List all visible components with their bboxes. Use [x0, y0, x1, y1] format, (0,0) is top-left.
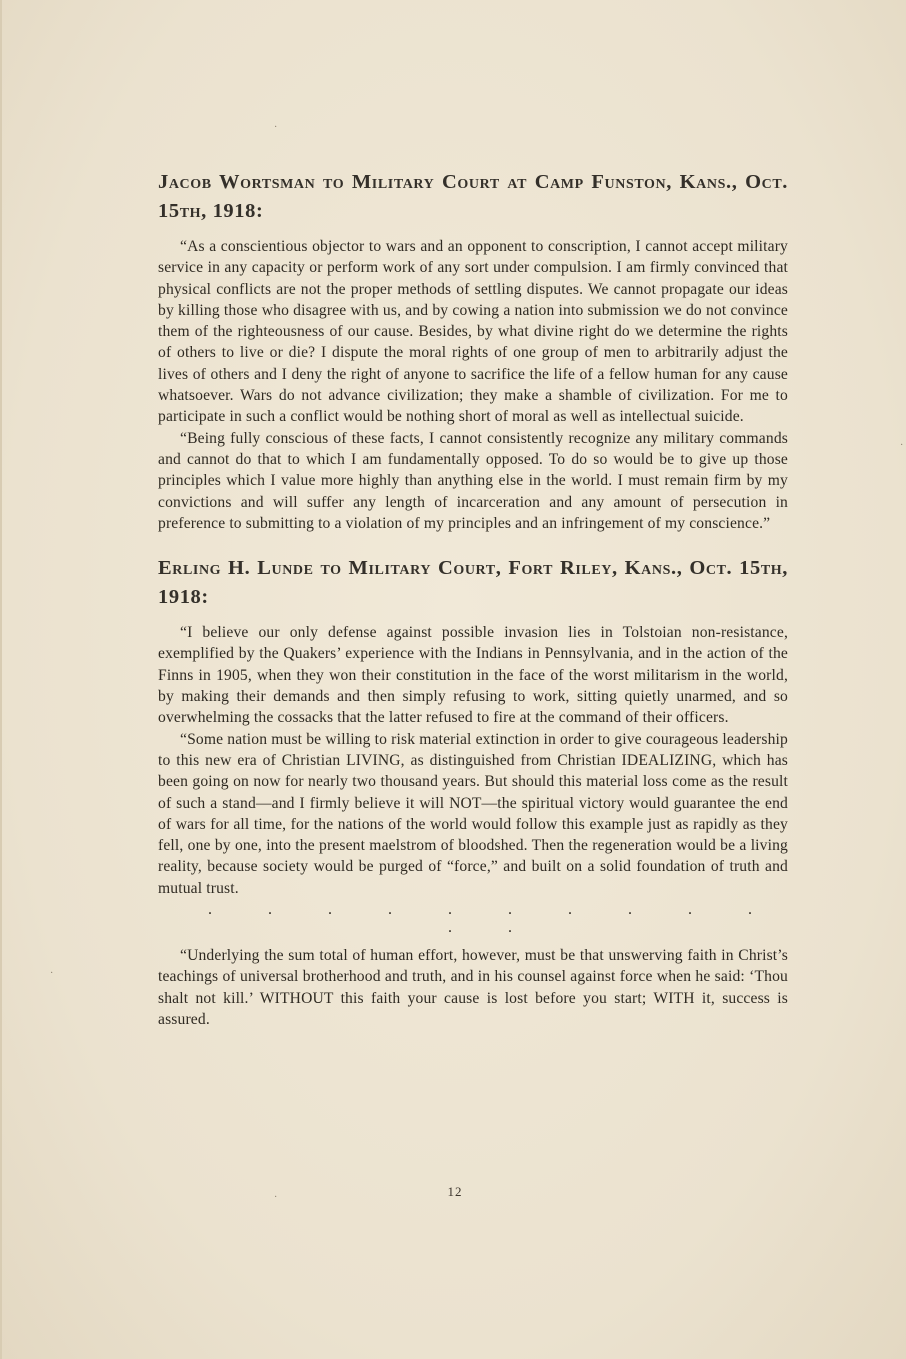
paragraph: “Some nation must be willing to risk material extinction in order to give courageous leadership to this new era of Christian LIVING, as distinguished from Christian IDEALIZING, which has been going on now for nearly two thousand years. But should this material loss come as the result of such a stand—and I firmly believe it will NOT—the spiritual victory would guarantee the end of wars for all time, for the nations of the world would follow this example just as rapidly as they fell, one by one, into the present maelstrom of bloodshed. Then the regeneration would be a living reality, because society would be purged of “force,” and built on a solid foundation of truth and mutual trust.	[158, 730, 788, 897]
paper-speck: ·	[50, 968, 54, 979]
paragraph: “As a conscientious objector to wars and an opponent to conscription, I cannot accept military service in any capacity or perform work of any sort under compulsion. I am firmly convinced that physical conflicts are not the proper methods of settling disputes. We cannot propagate our ideas by killing those who disagree with us, and by cowing a nation into submission we do not convince them of the righteousness of our cause. Besides, by what divine right do we determine the rights of others to live or die? I dispute the moral rights of one group of men to arbitrarily adjust the lives of others and I deny the right of anyone to sacrifice the life of a fellow human for any cause whatsoever. Wars do not advance civilization; they make a shamble of civilization. For me to participate in such a conflict would be nothing short of moral as well as intellectual suicide.	[158, 238, 788, 426]
section-heading-lunde: Erling H. Lunde to Military Court, Fort Riley, Kans., Oct. 15th, 1918:	[158, 557, 788, 609]
ellipsis-divider: . . . . . . . . . . . .	[208, 901, 778, 937]
paper-speck: ·	[900, 440, 904, 451]
paper-speck: ·	[274, 122, 278, 133]
paragraph: “I believe our only defense against possible invasion lies in Tolstoian non-resistance, exemplified by the Quakers’ experience with the Indians in Pennsylvania, and in the action of the Finns in 1905, when they won their constitution in the face of the worst militarism in the world, by making their demands and then simply refusing to work, sitting quietly unarmed, and so overwhelming the cossacks that the latter refused to fire at the command of their officers.	[158, 624, 788, 727]
text-column	[158, 168, 788, 1030]
paragraph: “Being fully conscious of these facts, I cannot consistently recognize any military commands and cannot do that to which I am fundamentally opposed. To do so would be to give up those principles which I value more highly than anything else in the world. I must remain firm by my convictions and will suffer any length of incarceration and any amount of persecution in preference to submitting to a violation of my principles and an infringement of my conscience.”	[158, 429, 788, 532]
page-number: 12	[447, 1184, 463, 1199]
paper-speck: ·	[274, 1192, 278, 1203]
section-heading-wortsman: Jacob Wortsman to Military Court at Camp Funston, Kans., Oct. 15th, 1918:	[158, 171, 788, 222]
closing-paragraph: “Underlying the sum total of human effort, however, must be that unswerving faith in Christ’s teachings of universal brotherhood and truth, and in his counsel against force when he said: ‘Thou shalt not kill.’ WITHOUT this faith your cause is lost before you start; WITH it, success is assured.	[158, 947, 788, 1028]
